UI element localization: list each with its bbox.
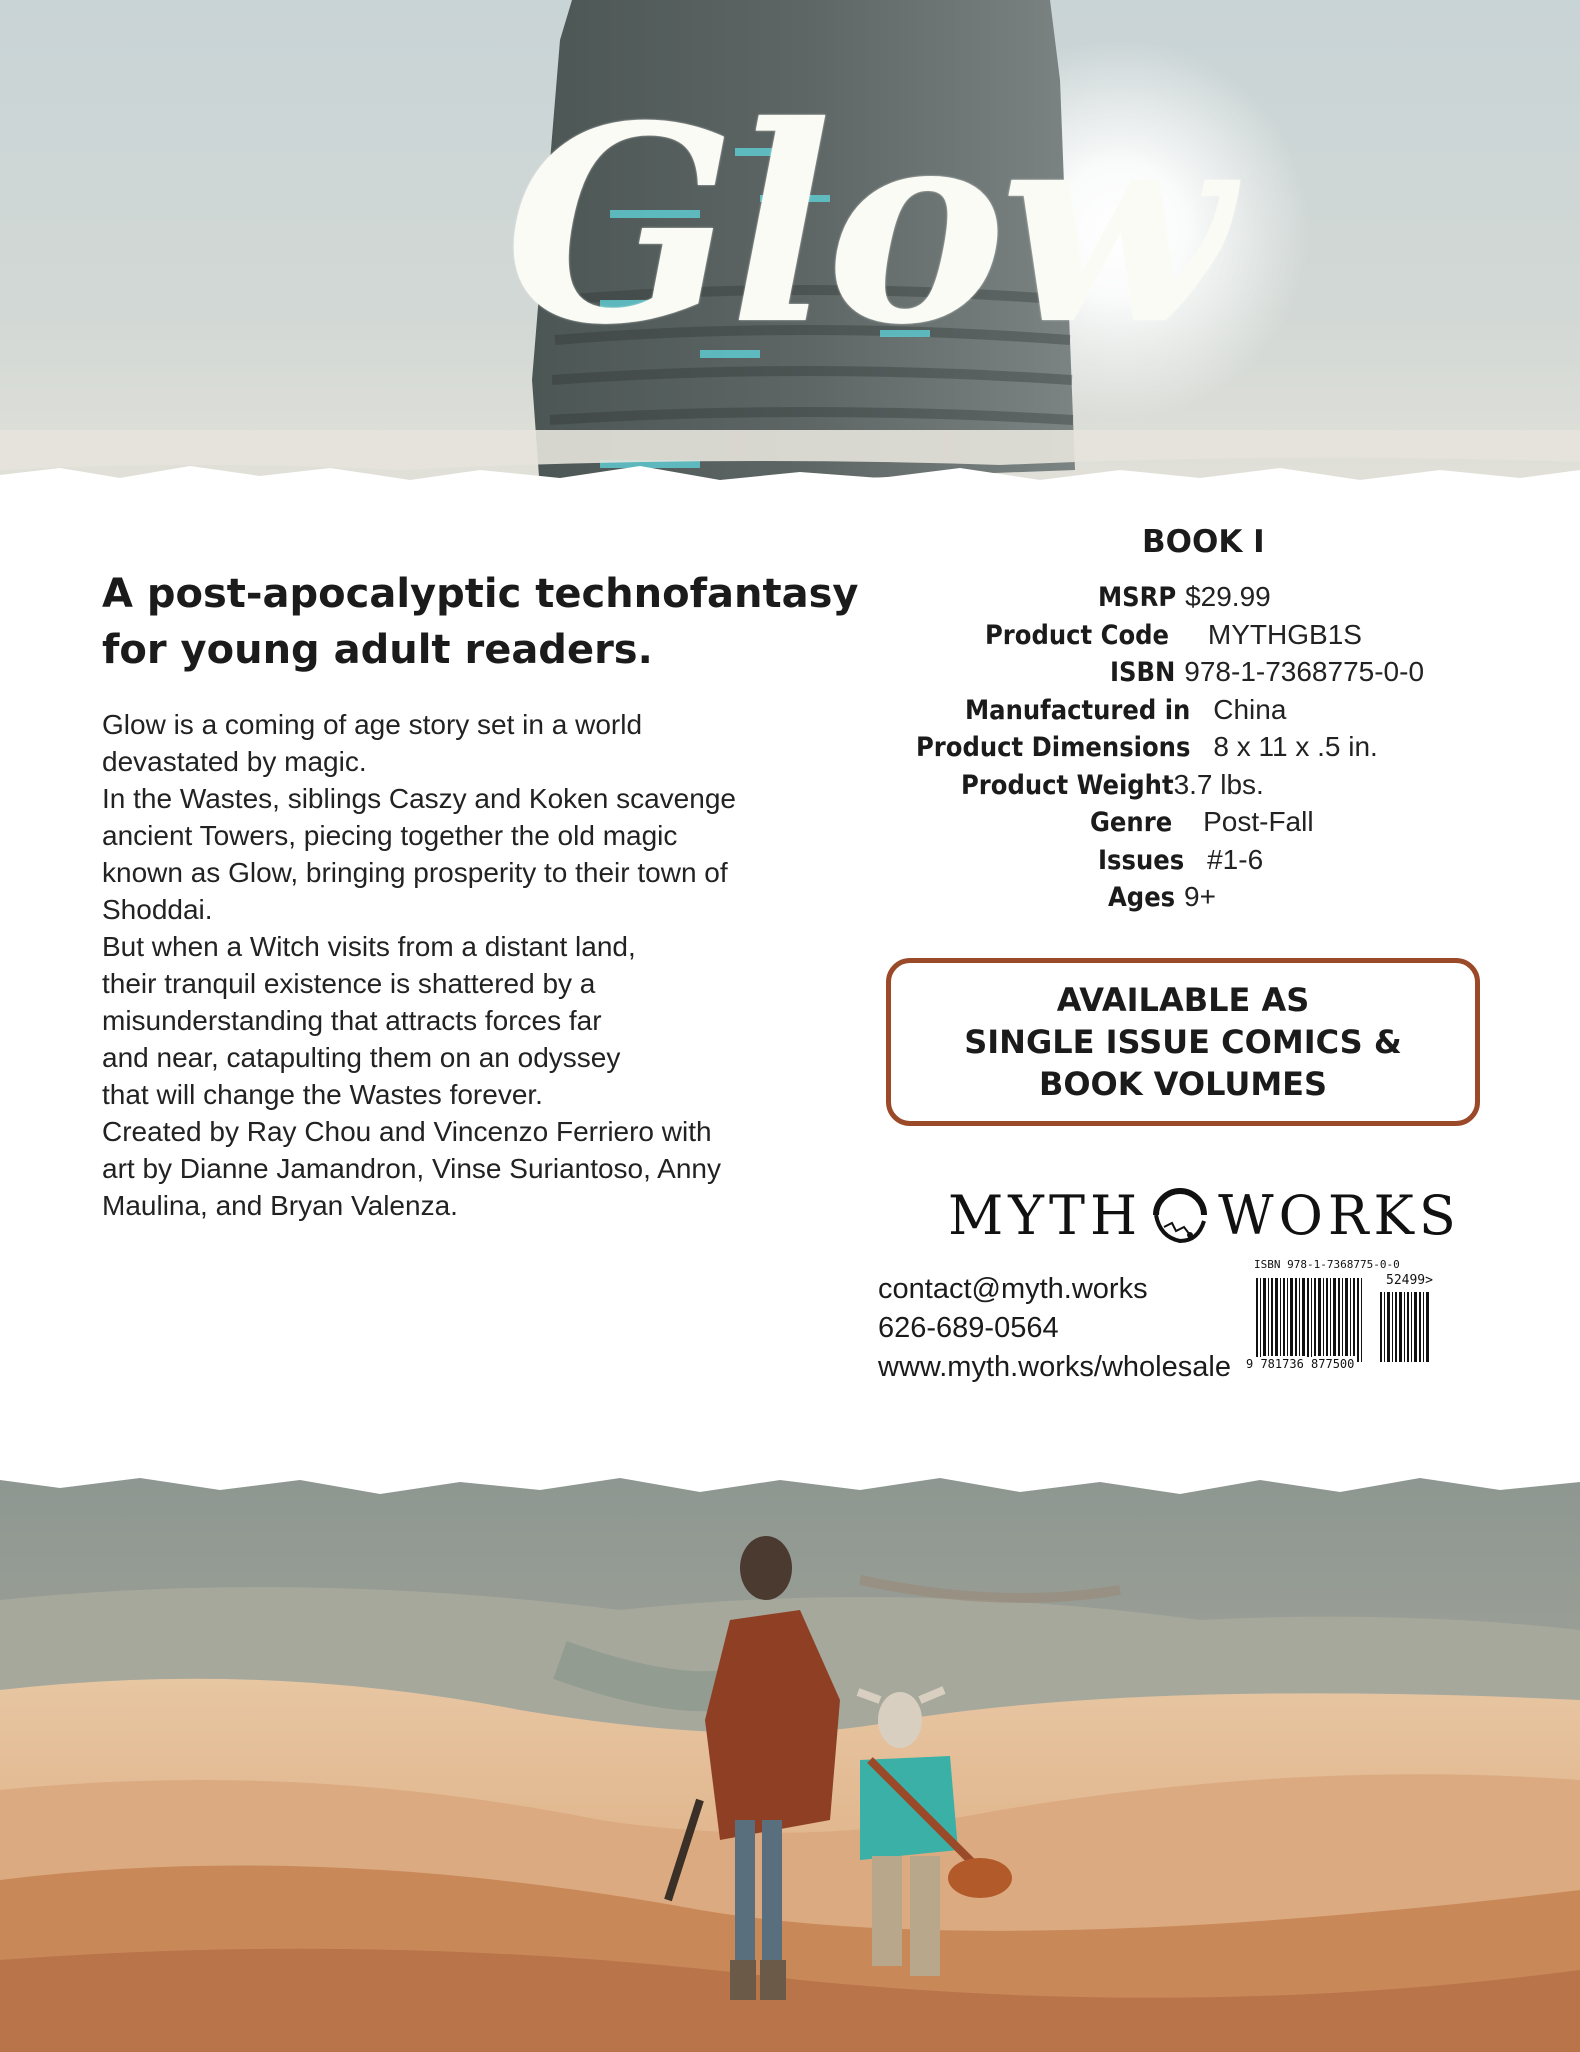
spec-value: 978-1-7368775-0-0 [1184,656,1425,687]
barcode-price-code: 52499> [1386,1273,1433,1288]
glow-logo: Glow [505,66,1227,384]
publisher-name-right: WORKS [1218,1183,1461,1247]
synopsis-line: and near, catapulting them on an odyssey [102,1042,621,1073]
spec-label: Issues [1098,845,1185,876]
spec-value: $29.99 [1185,581,1271,612]
synopsis-line: Created by Ray Chou and Vincenzo Ferriero with [102,1116,712,1147]
synopsis-line: Shoddai. [102,894,213,925]
spec-genre [1090,803,1314,841]
synopsis-line: devastated by magic. [102,746,367,777]
barcode-isbn-text: ISBN 978-1-7368775-0-0 [1254,1258,1400,1271]
book-title: BOOK I [1142,524,1265,560]
spec-label: Ages [1108,882,1176,913]
dragon-ring-icon [1146,1181,1214,1249]
spec-value: 3.7 lbs. [1173,769,1264,800]
spec-dimensions [916,728,1378,766]
spec-ages [1108,878,1216,916]
tagline [102,566,859,678]
spec-label: ISBN [1110,657,1176,688]
availability-box [886,958,1480,1126]
tagline-line: A post-apocalyptic technofantasy [102,571,859,617]
spec-label: Product Code [985,620,1170,651]
spec-isbn [1110,653,1424,691]
contact-info [878,1270,1231,1387]
contact-phone: 626-689-0564 [878,1312,1059,1344]
synopsis-line: Maulina, and Bryan Valenza. [102,1190,458,1221]
spec-manufactured [965,691,1286,729]
tagline-line: for young adult readers. [102,627,653,673]
spec-weight [961,766,1264,804]
barcode-digits: 9 781736 877500 [1246,1357,1355,1371]
availability-line: BOOK VOLUMES [1038,1065,1328,1103]
availability-line: SINGLE ISSUE COMICS & [964,1023,1402,1061]
spec-label: MSRP [1098,582,1177,613]
synopsis-line: In the Wastes, siblings Caszy and Koken scavenge [102,783,736,814]
spec-value: 9+ [1184,881,1216,912]
spec-value: China [1213,694,1287,725]
synopsis-line: that will change the Wastes forever. [102,1079,543,1110]
synopsis-line: But when a Witch visits from a distant land, [102,931,636,962]
contact-website[interactable]: www.myth.works/wholesale [878,1351,1231,1383]
spec-label: Product Dimensions [916,732,1191,763]
spec-value: Post-Fall [1203,806,1314,837]
publisher-name-left: MYTH [948,1183,1143,1247]
spec-value: MYTHGB1S [1207,619,1362,650]
spec-product-code [985,616,1362,654]
spec-msrp [1098,578,1271,616]
synopsis-line: known as Glow, bringing prosperity to their town of [102,857,728,888]
spec-value: #1-6 [1207,844,1264,875]
bottom-illustration [0,1460,1580,2052]
spec-label: Product Weight [961,770,1174,801]
synopsis-line: art by Dianne Jamandron, Vinse Suriantoso, Anny [102,1153,721,1184]
availability-line: AVAILABLE AS [1056,981,1310,1019]
synopsis-line: ancient Towers, piecing together the old magic [102,820,678,851]
spec-issues [1098,841,1263,879]
publisher-logo [948,1180,1461,1250]
synopsis [102,706,782,1224]
contact-email[interactable]: contact@myth.works [878,1273,1148,1305]
synopsis-line: Glow is a coming of age story set in a world [102,709,643,740]
spec-value: 8 x 11 x .5 in. [1213,731,1378,762]
synopsis-line: misunderstanding that attracts forces far [102,1005,602,1036]
spec-label: Genre [1090,807,1173,838]
spec-label: Manufactured in [965,695,1191,726]
synopsis-line: their tranquil existence is shattered by a [102,968,596,999]
